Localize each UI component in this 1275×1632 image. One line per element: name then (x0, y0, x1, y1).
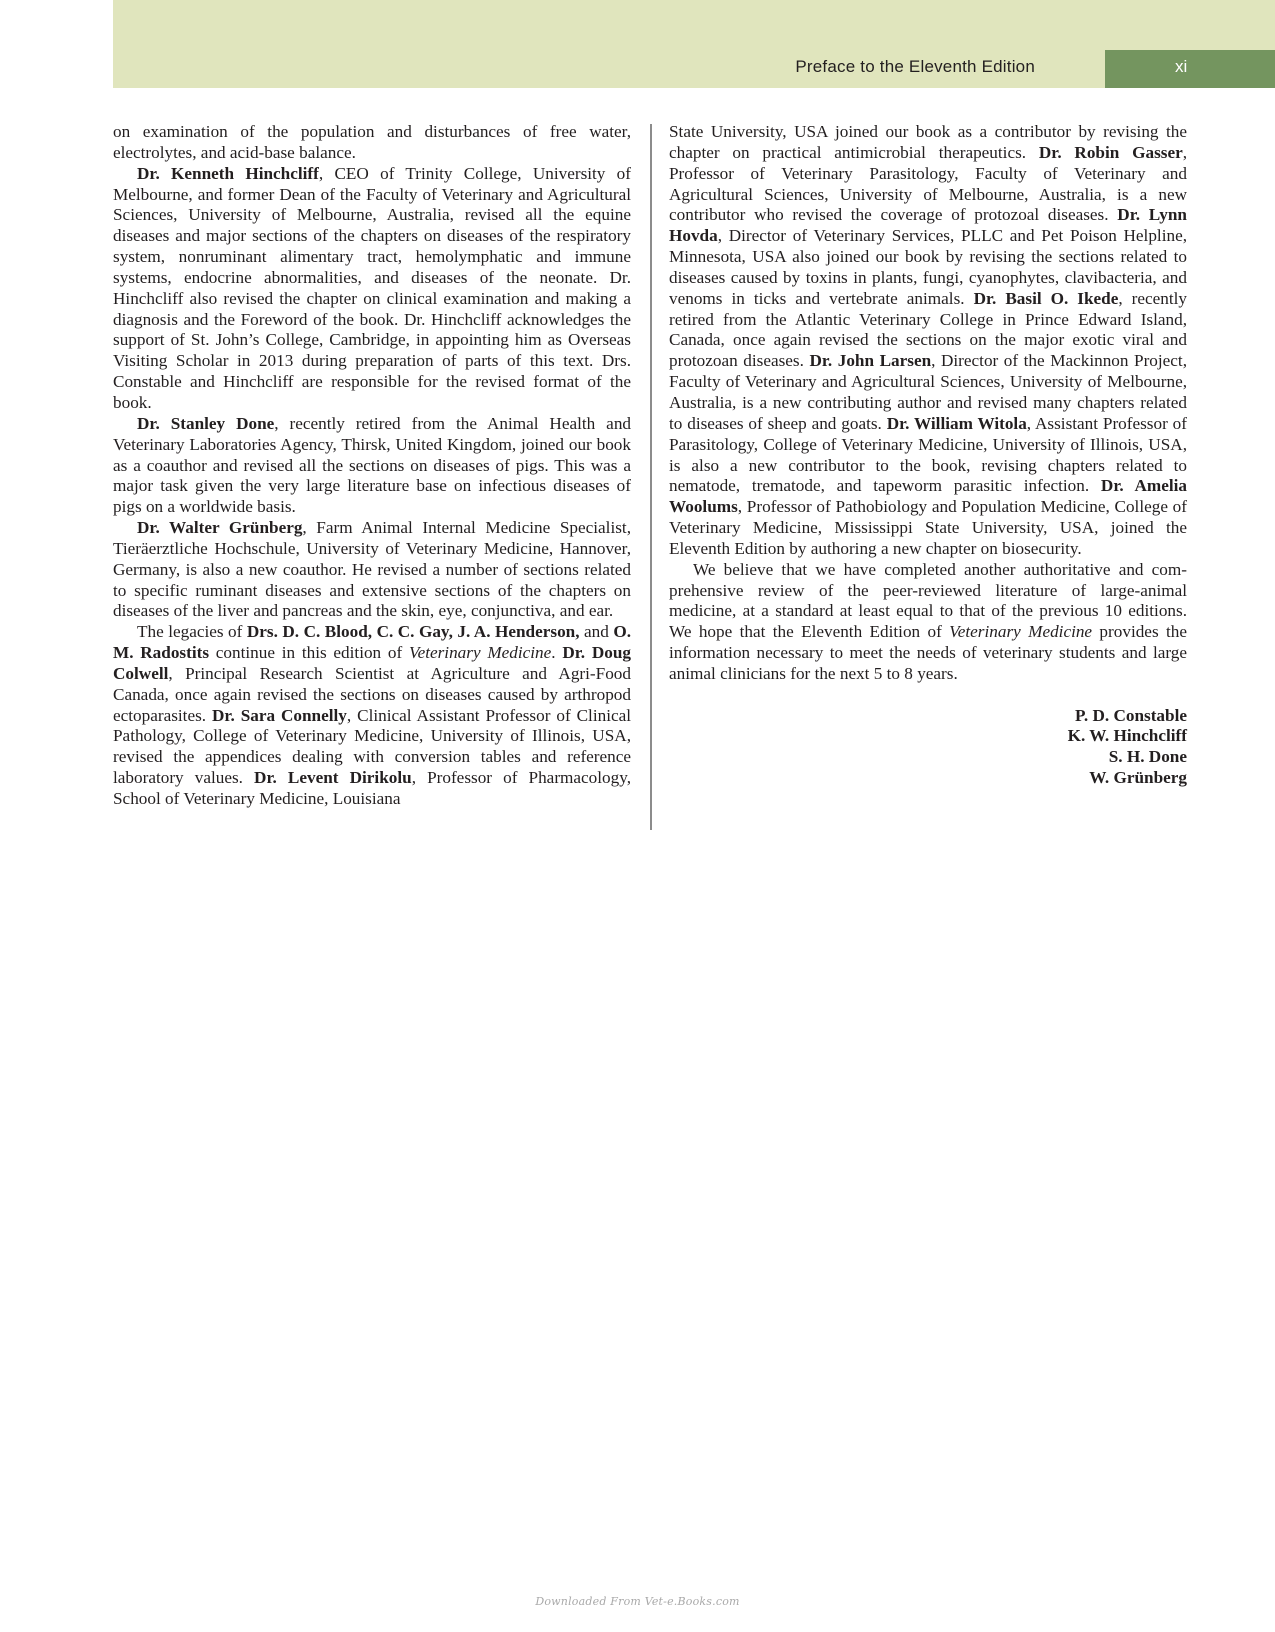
paragraph-text: , Farm Animal Internal Medicine Specialist, Tieräerztliche Hochschule, University of Veterinary Medicine, Hannover, Germany, is also a new coauthor. He revised a number of sections related to specific ruminant diseases and extensive sections of the chapters on diseases of the liver and pancreas and the skin, eye, conjunctiva, and ear. (113, 518, 631, 621)
paragraph-text: State University, USA joined our book as a contributor by revising the chapter on practical antimicrobial therapeutics. (669, 122, 1187, 162)
running-header-title: Preface to the Eleventh Edition (795, 57, 1035, 76)
paragraph-text: We believe that we have completed another authoritative and comprehensive review of the peer-reviewed literature of large-animal medicine, at a standard at least equal to that of the previous 10 editions. We hope that the Eleventh Edition of (669, 559, 1187, 642)
signature-constable: P. D. Constable (1074, 705, 1187, 725)
paragraph-text: , Professor of Pharmacology, School of Veterinary Medicine, Louisiana (113, 768, 631, 808)
paragraph-hinchcliff (113, 164, 631, 414)
contributor-name: Dr. Doug Colwell (113, 643, 631, 683)
paragraph-text: on examination of the population and disturbances of free water, electrolytes, and acid-base balance. (113, 122, 631, 162)
paragraph-text: , Professor of Pathobiology and Population Medicine, College of Veterinary Medicine, Mississippi State University, USA, joined the Eleventh Edition by authoring a new chapter on biosecurity. (669, 497, 1187, 558)
paragraph-grunberg (113, 518, 631, 622)
page-number: xi (1175, 57, 1188, 76)
paragraph-text: provides the information necessary to meet the needs of veterinary students and large animal clinicians for the next 5 to 8 years. (669, 622, 1187, 683)
column-divider (650, 124, 652, 830)
paragraph-text: and (579, 622, 614, 642)
paragraph-text: , Professor of Veterinary Parasitology, Faculty of Veterinary and Agricultural Sciences, University of Melbourne, Australia, is a new contributor who revised the coverage of protozoal diseases. (669, 142, 1187, 225)
book-title: Veterinary Medicine (408, 643, 552, 663)
paragraph-text: , Principal Research Scientist at Agriculture and Agri-Food Canada, once again revised the sections on diseases caused by arthropod ectoparasites. (113, 663, 631, 725)
contributor-name: Dr. Kenneth Hinchcliff (137, 163, 319, 183)
contributor-name: Dr. William Witola (886, 413, 1027, 433)
contributor-name: Dr. Levent Dirikolu (254, 768, 412, 788)
paragraph (113, 122, 631, 164)
paragraph-text: , CEO of Trinity College, University of Melbourne, and former Dean of the Faculty of Veterinary and Agricultural Sciences, University of Melbourne, Australia, revised all the equine diseases and major sections of the chapters on diseases of the respiratory system, nonruminant alimentary tract, hemolymphatic and immune systems, endocrine abnormalities, and diseases of the neonate. Dr. Hinchcliff also revised the chapter on clinical examination and making a diagnosis and the Foreword of the book. Dr. Hinchcliff acknowledges the support of St. John’s College, Cambridge, in appointing him as Overseas Visiting Scholar in 2013 during preparation of parts of this text. Drs. Constable and Hinchcliff are responsible for the revised format of the book. (113, 163, 631, 412)
page-number-box (1105, 50, 1275, 88)
contributor-name: Dr. Basil O. Ikede (973, 288, 1119, 308)
contributor-name: O. M. Radostits (113, 622, 632, 663)
contributor-name: Dr. Robin Gasser (1038, 142, 1183, 162)
author-signatures (669, 706, 1187, 789)
left-column (113, 122, 631, 810)
paragraph-text: , Assistant Professor of Parasitology, College of Veterinary Medicine, University of Illinois, USA, is also a new contributor to the book, revising chapters related to nematode, trematode, and tapeworm parasitic infection. (669, 413, 1187, 496)
contributor-name: Drs. D. C. Blood, C. C. Gay, J. A. Henderson, (246, 622, 580, 642)
paragraph-text: , Director of Veterinary Services, PLLC and Pet Poison Helpline, Minnesota, USA also joined our book by revising the sections related to diseases caused by toxins in plants, fungi, cyanophytes, clavibacteria, and venoms in ticks and vertebrate animals. (669, 226, 1187, 308)
paragraph-text: , Director of the Mackinnon Project, Faculty of Veterinary and Agricultural Sciences, University of Melbourne, Australia, is a new contributing author and revised many chapters related to diseases of sheep and goats. (669, 351, 1188, 433)
paragraph-text: , recently retired from the Atlantic Veterinary College in Prince Edward Island, Canada, once again revised the sections on the major exotic viral and protozoan diseases. (669, 288, 1187, 371)
paragraph-text: . (551, 643, 563, 663)
contributor-name: Dr. John Larsen (809, 351, 932, 371)
paragraph-text: , Clinical Assistant Professor of Clinical Pathology, College of Veterinary Medicine, University of Illinois, USA, revised the appendices dealing with conversion tables and reference laboratory values. (113, 705, 632, 788)
paragraph-text: The legacies of (137, 622, 247, 642)
header-band (113, 0, 1275, 88)
paragraph-done (113, 414, 631, 518)
signature-grunberg: W. Grünberg (1089, 768, 1187, 788)
contributor-name: Dr. Stanley Done (137, 413, 275, 433)
contributor-name: Dr. Sara Connelly (212, 705, 347, 725)
signature-hinchcliff: K. W. Hinchcliff (1067, 726, 1187, 746)
footer-watermark: Downloaded From Vet-e.Books.com (535, 1595, 740, 1608)
paragraph-text: continue in this edition of (209, 643, 409, 663)
paragraph-text: , recently retired from the Animal Health and Veterinary Laboratories Agency, Thirsk, United Kingdom, joined our book as a coauthor and revised all the sections on diseases of pigs. This was a major task given the very large literature base on infectious diseases of pigs on a worldwide basis. (113, 413, 632, 517)
paragraph-contributors (669, 122, 1187, 560)
signature-done: S. H. Done (1108, 747, 1187, 767)
paragraph-closing (669, 560, 1187, 685)
contributor-name: Dr. Walter Grünberg (137, 518, 303, 538)
contributor-name: Dr. Amelia Woolums (669, 476, 1188, 517)
contributor-name: Dr. Lynn Hovda (669, 205, 1187, 246)
book-title: Veterinary Medicine (949, 622, 1093, 642)
right-column (669, 122, 1187, 789)
paragraph-legacies (113, 622, 631, 810)
